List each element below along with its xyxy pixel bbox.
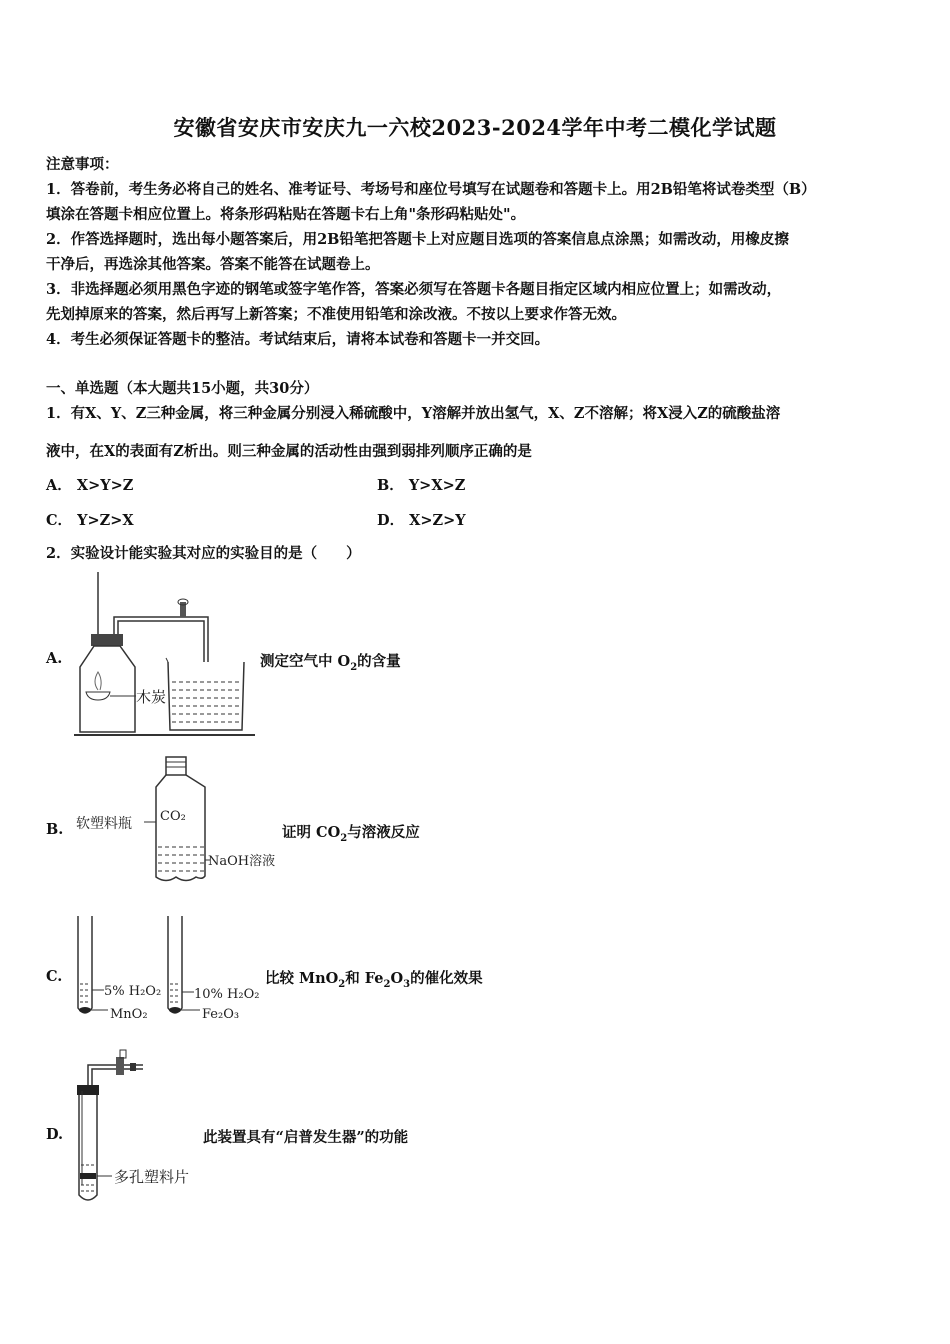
q1-option-d[interactable]: D． X>Z>Y <box>377 512 466 529</box>
question-1-stem: 液中，在X的表面有Z析出。则三种金属的活动性由强到弱排列顺序正确的是 <box>46 443 532 460</box>
question-2-stem: 2．实验设计能实验其对应的实验目的是（ ） <box>46 545 361 562</box>
q2-option-a-desc: 测定空气中 $O_2$的含量 <box>260 653 401 673</box>
section-heading: 一、单选题（本大题共15小题，共30分） <box>46 380 319 397</box>
q2-option-a-label[interactable]: A. <box>46 650 63 667</box>
apparatus-a-diagram <box>70 572 260 742</box>
notice-line: 先划掉原来的答案，然后再写上新答案；不准使用铅笔和涂改液。不按以上要求作答无效。 <box>46 306 626 323</box>
q2-option-d-desc: 此装置具有“启普发生器”的功能 <box>203 1129 409 1146</box>
apparatus-b-diagram <box>72 752 292 887</box>
h2o2-10-label: 10% H₂O₂ <box>194 987 260 1002</box>
notice-heading: 注意事项： <box>46 156 119 173</box>
q2-option-c-label[interactable]: C. <box>46 968 63 985</box>
q1-option-a[interactable]: A． X>Y>Z <box>46 477 134 494</box>
h2o2-5-label: 5% H₂O₂ <box>104 984 162 999</box>
co2-label: CO₂ <box>160 809 186 824</box>
notice-line: 干净后，再选涂其他答案。答案不能答在试题卷上。 <box>46 256 380 273</box>
charcoal-label: 木炭 <box>136 688 167 706</box>
q2-option-c-desc: 比较 MnO$_2$和 $Fe_2O_3$的催化效果 <box>265 970 483 990</box>
naoh-label: NaOH溶液 <box>208 854 276 869</box>
soft-bottle-label: 软塑料瓶 <box>76 816 132 832</box>
q2-option-b-label[interactable]: B. <box>46 821 64 838</box>
fe2o3-label: Fe₂O₃ <box>202 1007 240 1022</box>
mno2-label: MnO₂ <box>110 1007 148 1022</box>
q1-option-c[interactable]: C． Y>Z>X <box>46 512 134 529</box>
notice-line: 4．考生必须保证答题卡的整洁。考试结束后，请将本试卷和答题卡一并交回。 <box>46 331 550 348</box>
apparatus-d-diagram <box>68 1045 218 1210</box>
notice-line: 3．非选择题必须用黑色字迹的钢笔或签字笔作答，答案必须写在答题卡各题目指定区域内相应位置上；如需改动， <box>46 281 782 298</box>
porous-plate-label: 多孔塑料片 <box>114 1168 190 1186</box>
apparatus-c-diagram <box>70 912 270 1027</box>
q2-option-b-desc: 证明 $CO_2$与溶液反应 <box>282 824 420 844</box>
notice-line: 1．答卷前，考生务必将自己的姓名、准考证号、考场号和座位号填写在试题卷和答题卡上。用2B铅笔将试卷类型（B） <box>46 181 816 198</box>
question-1-stem: 1．有X、Y、Z三种金属，将三种金属分别浸入稀硫酸中，Y溶解并放出氢气，X、Z不溶解；将X浸入Z的硫酸盐溶 <box>46 405 781 422</box>
notice-line: 填涂在答题卡相应位置上。将条形码粘贴在答题卡右上角"条形码粘贴处"。 <box>46 206 526 223</box>
page-title: 安徽省安庆市安庆九一六校2023-2024学年中考二模化学试题 <box>173 115 777 140</box>
q2-option-d-label[interactable]: D. <box>46 1126 64 1143</box>
q1-option-b[interactable]: B． Y>X>Z <box>377 477 466 494</box>
notice-line: 2．作答选择题时，选出每小题答案后，用2B铅笔把答题卡上对应题目选项的答案信息点涂黑；如需改动，用橡皮擦 <box>46 231 789 248</box>
